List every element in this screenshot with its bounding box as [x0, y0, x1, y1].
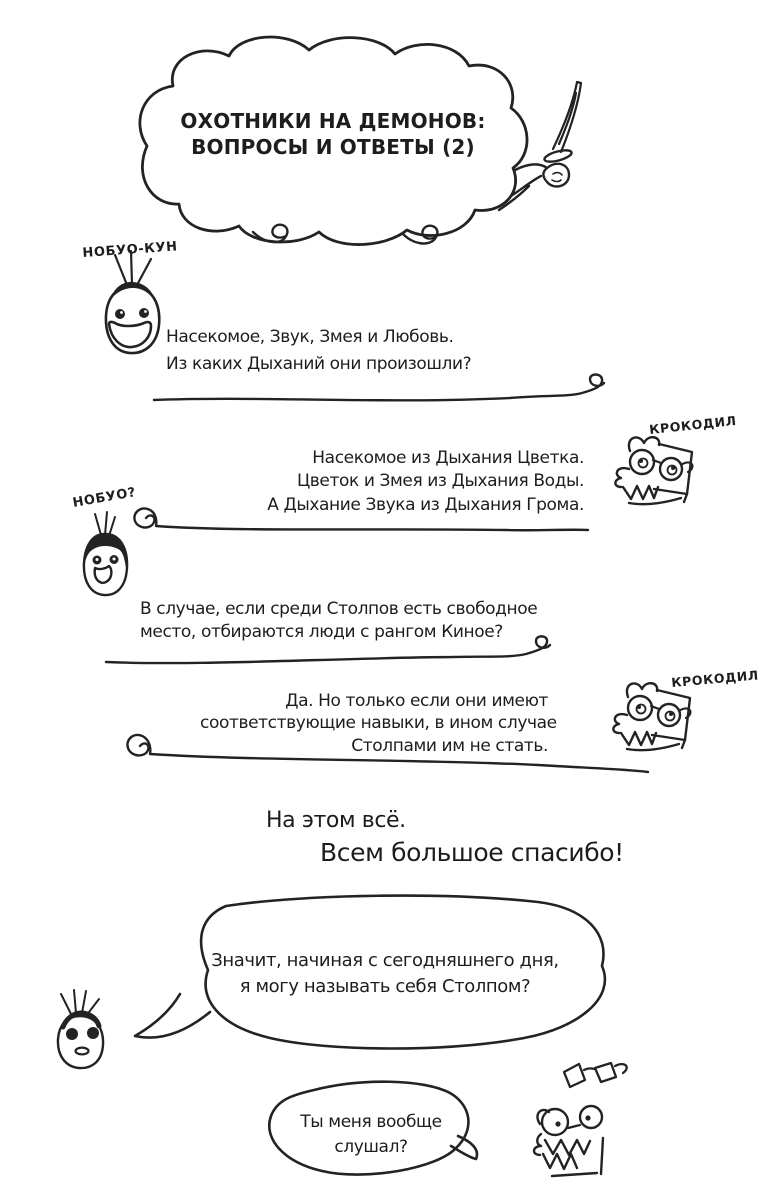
neutral-mouth [76, 1048, 89, 1055]
answer-2-line-1: Да. Но только если они имеют [285, 691, 548, 711]
question-2-line-2: место, отбираются люди с рангом Киное? [140, 622, 503, 642]
answer-1-line-3: А Дыхание Звука из Дыхания Грома. [267, 495, 584, 515]
glasses-bridge [584, 1068, 594, 1070]
outro-line-2: Всем большое спасибо! [320, 838, 624, 867]
croc-right-pupil-dot [669, 712, 673, 716]
label-crocodile-2: КРОКОДИЛ [670, 667, 760, 690]
glasses-temple-curl [615, 1064, 627, 1073]
hair-band [63, 1013, 99, 1027]
glasses-right-lens [595, 1063, 616, 1082]
crocodile-face-1 [606, 432, 718, 517]
outro-line-1: На этом всё. [266, 808, 406, 833]
answer-2-line-3: Столпами им не стать. [351, 736, 548, 756]
croc-teeth-lower [543, 1154, 577, 1169]
question-1-line-1: Насекомое, Звук, Змея и Любовь. [166, 327, 454, 347]
left-eye [66, 1028, 78, 1040]
croc-popped-eye-right [580, 1106, 602, 1128]
croc-glasses-right [658, 704, 680, 726]
right-eye [139, 308, 149, 318]
label-nobuo-question: НОБУО? [71, 485, 138, 511]
right-eye-glint [144, 310, 147, 313]
croc-brow [568, 1125, 580, 1128]
small-bubble-line-1: Ты меня вообще [300, 1112, 442, 1132]
bubble-tail [135, 994, 210, 1038]
croc-right-pupil-dot [671, 466, 675, 470]
glasses-left-lens [564, 1064, 585, 1087]
sword-fist [543, 164, 569, 187]
left-eye-glint [96, 558, 99, 561]
squiggle-underline-1 [150, 374, 620, 408]
open-mouth [95, 566, 112, 583]
question-2-line-1: В случае, если среди Столпов есть свободное [140, 599, 538, 619]
right-eye [87, 1027, 99, 1039]
croc-right-pupil-dot [585, 1115, 590, 1120]
croc-ears [629, 437, 659, 451]
squiggle-underline-4 [118, 728, 658, 778]
page-title-line-2: ВОПРОСЫ И ОТВЕТЫ (2) [191, 135, 475, 159]
speech-bubble-small [256, 1076, 501, 1191]
nobuo-face-3 [46, 986, 116, 1078]
flying-glasses-icon [554, 1058, 634, 1106]
answer-2-line-2: соответствующие навыки, в ином случае [200, 713, 557, 733]
croc-snout [615, 468, 629, 487]
croc-left-pupil-dot [639, 459, 643, 463]
answer-1-line-2: Цветок и Змея из Дыхания Воды. [296, 471, 584, 491]
page-title-line-1: ОХОТНИКИ НА ДЕМОНОВ: [180, 109, 486, 133]
label-nobuo-kun: НОБУО-КУН [82, 239, 179, 261]
croc-base [552, 1173, 597, 1176]
smile-mouth [109, 322, 151, 347]
sword-blade [553, 82, 581, 152]
answer-1-line-1: Насекомое из Дыхания Цветка. [312, 448, 584, 468]
croc-left-pupil-dot [637, 705, 641, 709]
nobuo-kun-face [96, 242, 176, 360]
croc-ears [627, 683, 657, 697]
small-bubble-line-2: слушал? [334, 1137, 408, 1157]
croc-popped-eye-left [542, 1109, 568, 1135]
big-bubble-line-2: я могу называть себя Столпом? [239, 976, 531, 997]
croc-jaw [629, 494, 687, 504]
sword-knuckles [552, 173, 562, 182]
sword-guard [543, 148, 572, 164]
croc-arm [601, 1138, 603, 1174]
left-eye-glint [120, 311, 123, 314]
squiggle-underline-2 [126, 502, 598, 536]
crocodile-face-3 [528, 1100, 628, 1185]
left-eye [115, 309, 125, 319]
nobuo-face-2 [74, 508, 138, 602]
label-crocodile-1: КРОКОДИЛ [648, 412, 738, 437]
question-1-line-2: Из каких Дыханий они произошли? [166, 354, 472, 374]
bubble-outline [201, 896, 605, 1049]
hair-band [110, 282, 155, 301]
croc-teeth-upper [545, 1140, 590, 1155]
squiggle-underline-3 [102, 638, 562, 670]
hair-spikes [95, 512, 115, 536]
croc-left-pupil-dot [555, 1121, 560, 1126]
right-eye-glint [113, 558, 116, 561]
big-bubble-line-1: Значит, начиная с сегодняшнего дня, [211, 950, 559, 971]
croc-glasses-right [660, 458, 682, 480]
croc-snout [534, 1134, 541, 1155]
hair-spikes [115, 251, 151, 285]
croc-teeth [623, 486, 658, 499]
